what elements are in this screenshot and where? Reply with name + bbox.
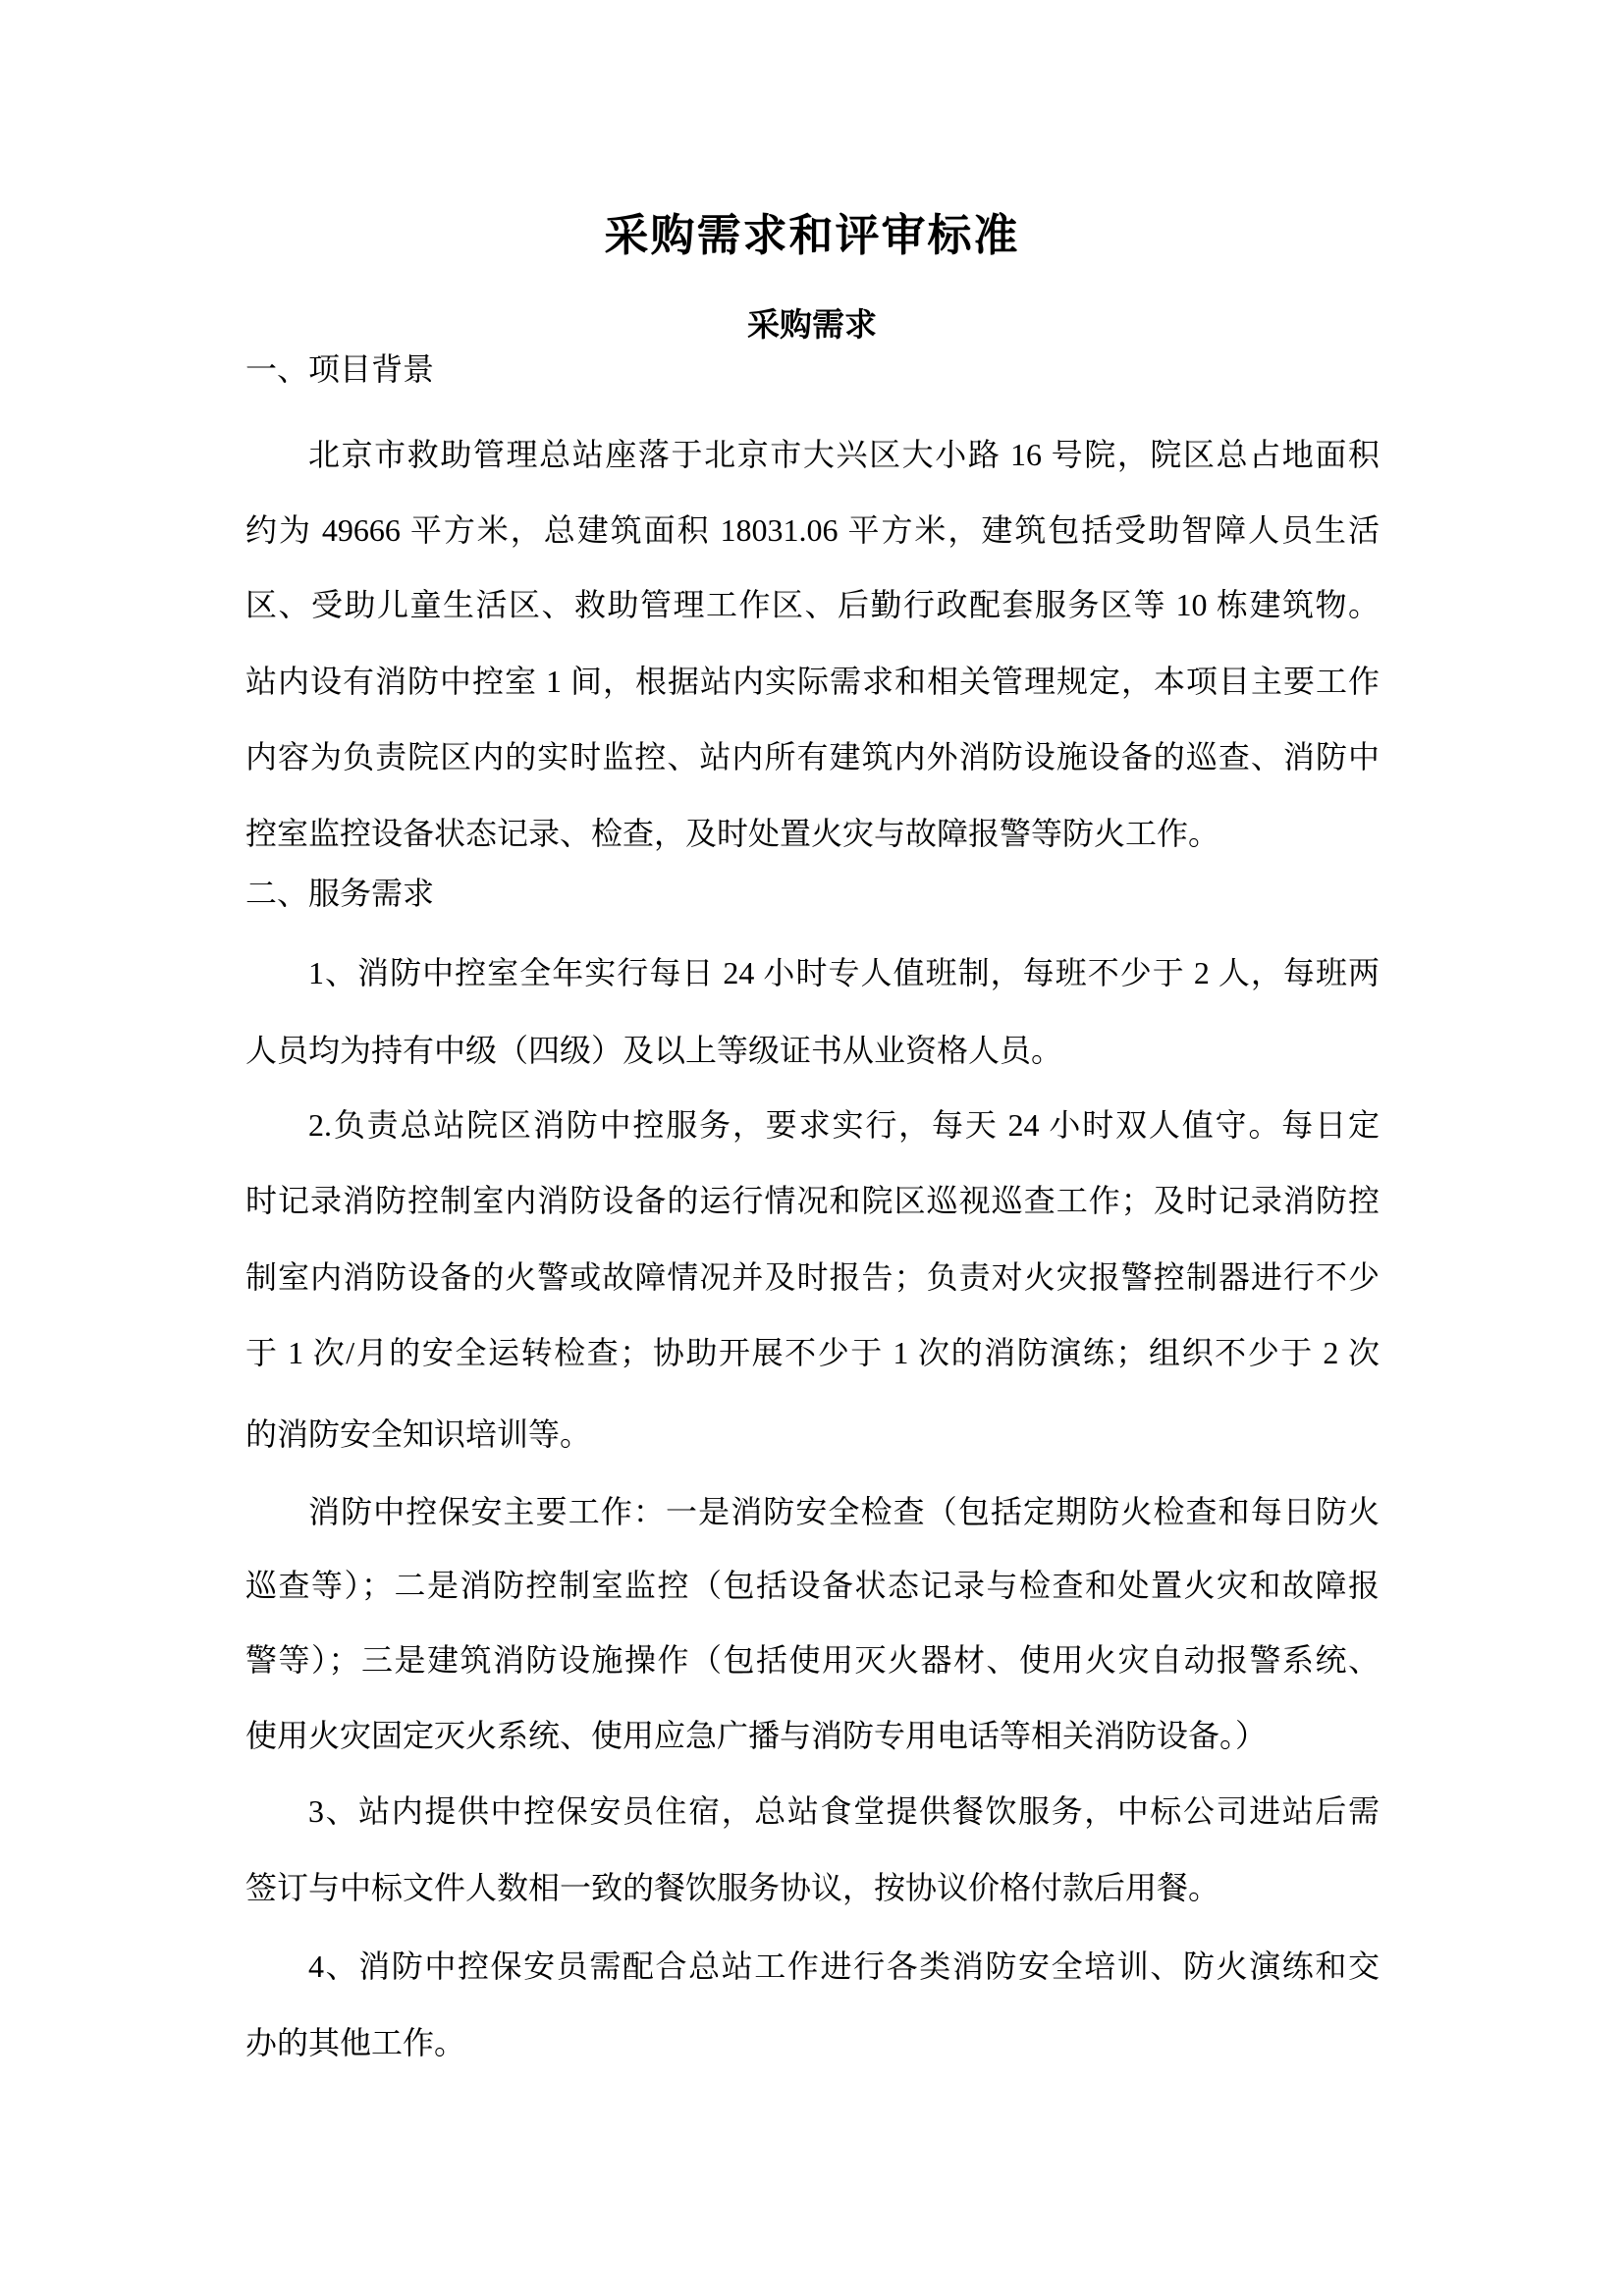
- paragraph-line: 于 1 次/月的安全运转检查；协助开展不少于 1 次的消防演练；组织不少于 2 次: [245, 1335, 1380, 1370]
- paragraph-line: 巡查等）；二是消防控制室监控（包括设备状态记录与检查和处置火灾和故障报: [245, 1568, 1380, 1603]
- paragraph-line: 约为 49666 平方米，总建筑面积 18031.06 平方米，建筑包括受助智障人员生活: [245, 512, 1380, 548]
- paragraph-line: 站内设有消防中控室 1 间，根据站内实际需求和相关管理规定，本项目主要工作: [245, 664, 1380, 699]
- paragraph-line: 使用火灾固定灭火系统、使用应急广播与消防专用电话等相关消防设备。）: [245, 1718, 1268, 1753]
- paragraph-line: 3、站内提供中控保安员住宿，总站食堂提供餐饮服务，中标公司进站后需: [308, 1793, 1380, 1829]
- paragraph-line: 2.负责总站院区消防中控服务，要求实行，每天 24 小时双人值守。每日定: [308, 1107, 1380, 1143]
- paragraph-line: 签订与中标文件人数相一致的餐饮服务协议，按协议价格付款后用餐。: [245, 1870, 1220, 1905]
- paragraph-line: 区、受助儿童生活区、救助管理工作区、后勤行政配套服务区等 10 栋建筑物。: [245, 587, 1380, 622]
- document-subtitle: 采购需求: [747, 308, 877, 344]
- document-title: 采购需求和评审标准: [604, 211, 1020, 260]
- paragraph-line: 的消防安全知识培训等。: [245, 1416, 592, 1452]
- paragraph-line: 时记录消防控制室内消防设备的运行情况和院区巡视巡查工作；及时记录消防控: [245, 1183, 1380, 1218]
- paragraph-line: 1、消防中控室全年实行每日 24 小时专人值班制，每班不少于 2 人，每班两: [308, 955, 1380, 990]
- paragraph-line: 4、消防中控保安员需配合总站工作进行各类消防安全培训、防火演练和交: [308, 1949, 1380, 1984]
- paragraph-line: 办的其他工作。: [245, 2025, 466, 2060]
- paragraph-line: 警等）；三是建筑消防设施操作（包括使用灭火器材、使用火灾自动报警系统、: [245, 1642, 1380, 1678]
- section-1-heading: 一、项目背景: [245, 351, 435, 387]
- paragraph-line: 消防中控保安主要工作：一是消防安全检查（包括定期防火检查和每日防火: [308, 1494, 1380, 1529]
- paragraph-line: 内容为负责院区内的实时监控、站内所有建筑内外消防设施设备的巡查、消防中: [245, 739, 1380, 774]
- paragraph-line: 制室内消防设备的火警或故障情况并及时报告；负责对火灾报警控制器进行不少: [245, 1259, 1380, 1295]
- section-2-heading: 二、服务需求: [245, 876, 435, 911]
- paragraph-line: 北京市救助管理总站座落于北京市大兴区大小路 16 号院，院区总占地面积: [308, 437, 1380, 472]
- paragraph-line: 控室监控设备状态记录、检查，及时处置火灾与故障报警等防火工作。: [245, 816, 1220, 851]
- paragraph-line: 人员均为持有中级（四级）及以上等级证书从业资格人员。: [245, 1033, 1063, 1068]
